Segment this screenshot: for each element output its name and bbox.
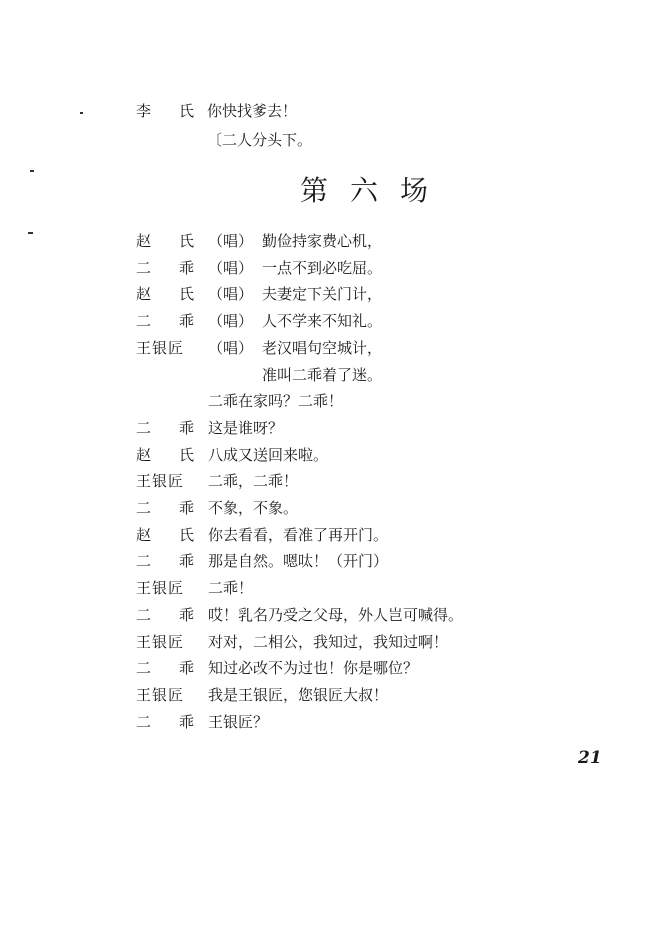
dialogue-text: 王银匠？ bbox=[208, 712, 269, 731]
speaker-name: 二 乖 bbox=[136, 552, 194, 571]
dialogue-text: 老汉唱句空城计， bbox=[262, 338, 383, 357]
speaker-name: 王银匠 bbox=[136, 579, 185, 598]
stage-direction: （唱） bbox=[208, 285, 254, 304]
dialogue-text: 这是谁呀？ bbox=[208, 418, 284, 437]
speaker-name: 二 乖 bbox=[136, 418, 194, 437]
dialogue-text: 夫妻定下关门计， bbox=[262, 285, 383, 304]
speaker-name: 赵 氏 bbox=[136, 285, 194, 304]
speaker-name: 二 乖 bbox=[136, 499, 194, 517]
stage-direction: （唱） bbox=[208, 338, 254, 357]
dialogue-text: 二乖，二乖！ bbox=[208, 472, 299, 491]
speaker-name: 王银匠 bbox=[136, 685, 185, 704]
speaker-name: 二 乖 bbox=[136, 605, 194, 624]
dialogue-text: 人不学来不知礼。 bbox=[262, 312, 383, 331]
speaker-name: 二 乖 bbox=[136, 659, 194, 678]
stage-direction: （唱） bbox=[208, 258, 254, 277]
dialogue-text: 勤俭持家费心机， bbox=[262, 232, 383, 250]
dialogue-text: 知过必改不为过也！你是哪位？ bbox=[208, 659, 419, 678]
dialogue-text: 我是王银匠，您银匠大叔！ bbox=[208, 685, 389, 704]
dialogue-text: 〔二人分头下。 bbox=[207, 131, 313, 149]
speaker-name: 二 乖 bbox=[136, 258, 194, 277]
scan-mark bbox=[30, 170, 34, 172]
dialogue-text: 那是自然。嗯呔！（开门） bbox=[208, 552, 389, 571]
speaker-name: 王银匠 bbox=[136, 472, 185, 491]
speaker-name: 王银匠 bbox=[136, 632, 185, 651]
speaker-name: 二 乖 bbox=[136, 712, 194, 731]
speaker-name: 赵 氏 bbox=[136, 445, 194, 464]
dialogue-text: 二乖！ bbox=[208, 579, 254, 598]
scan-mark bbox=[80, 112, 83, 114]
dialogue-text: 准叫二乖着了迷。 bbox=[262, 365, 383, 384]
speaker-name: 李 氏 bbox=[136, 102, 194, 120]
speaker-name: 王银匠 bbox=[136, 338, 185, 357]
dialogue-text: 二乖在家吗？二乖！ bbox=[208, 392, 344, 411]
speaker-name: 赵 氏 bbox=[136, 525, 194, 544]
scene-title: 第六场 bbox=[300, 174, 451, 207]
stage-direction: （唱） bbox=[208, 232, 254, 250]
speaker-name: 二 乖 bbox=[136, 312, 194, 331]
dialogue-text: 八成又送回来啦。 bbox=[208, 445, 329, 464]
speaker-name: 赵 氏 bbox=[136, 232, 194, 250]
stage-direction: （唱） bbox=[208, 312, 254, 331]
dialogue-text: 一点不到必吃屈。 bbox=[262, 258, 383, 277]
dialogue-text: 你去看看，看准了再开门。 bbox=[208, 525, 389, 544]
dialogue-text: 你快找爹去！ bbox=[207, 102, 298, 120]
dialogue-text: 不象，不象。 bbox=[208, 499, 299, 517]
scan-mark bbox=[28, 232, 33, 234]
dialogue-text: 哎！乳名乃受之父母，外人岂可喊得。 bbox=[208, 605, 464, 624]
dialogue-text: 对对，二相公，我知过，我知过啊！ bbox=[208, 632, 449, 651]
page-number: 21 bbox=[578, 748, 602, 768]
